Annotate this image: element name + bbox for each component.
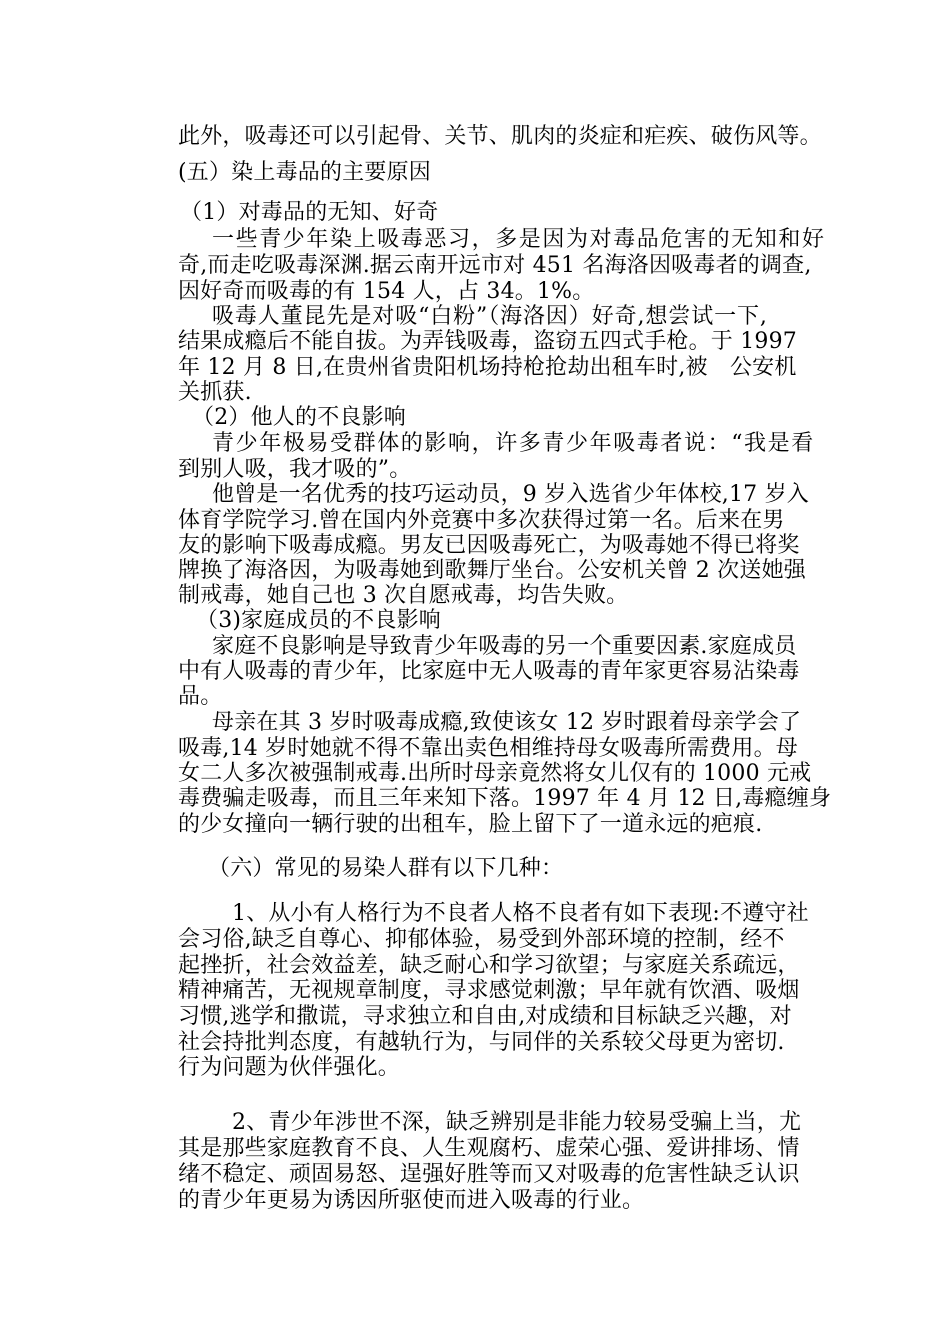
text-line: 其是那些家庭教育不良、人生观腐朽、虚荣心强、爱讲排场、情 [178, 1136, 800, 1161]
text-line: 因好奇而吸毒的有 154 人，占 34。1%。 [178, 279, 595, 304]
text-line: 行为问题为伙伴强化。 [178, 1055, 401, 1080]
subsection-heading: （2）他人的不良影响 [192, 405, 406, 430]
text-line: 牌换了海洛因，为吸毒她到歌舞厅坐台。公安机关曾 2 次送她强 [178, 558, 806, 583]
subsection-heading: （3)家庭成员的不良影响 [196, 608, 441, 633]
text-line: 吸毒人董昆先是对吸“白粉”（海洛因）好奇,想尝试一下, [212, 304, 768, 329]
section-heading: （六）常见的易染人群有以下几种： [208, 856, 564, 881]
text-line: 起挫折，社会效益差，缺乏耐心和学习欲望；与家庭关系疏远， [178, 953, 800, 978]
text-line: 绪不稳定、顽固易怒、逞强好胜等而又对吸毒的危害性缺乏认识 [178, 1162, 800, 1187]
text-line: 品。 [178, 684, 223, 709]
text-line: 会习俗,缺乏自尊心、抑郁体验，易受到外部环境的控制，经不 [178, 927, 785, 952]
text-line: 吸毒,14 岁时她就不得不靠出卖色相维持母女吸毒所需费用。母 [178, 736, 798, 761]
text-line: 母亲在其 3 岁时吸毒成瘾,致使该女 12 岁时跟着母亲学会了 [212, 710, 802, 735]
text-line: 中有人吸毒的青少年，比家庭中无人吸毒的青年家更容易沾染毒 [178, 659, 800, 684]
text-line: 2、青少年涉世不深，缺乏辨别是非能力较易受骗上当，尤 [232, 1110, 802, 1135]
text-line: 结果成瘾后不能自拔。为弄钱吸毒，盗窃五四式手枪。于 1997 [178, 329, 797, 354]
text-line: 家庭不良影响是导致青少年吸毒的另一个重要因素.家庭成员 [212, 634, 797, 659]
text-line: 到别人吸，我才吸的”。 [178, 457, 412, 482]
text-line: 的青少年更易为诱因所驱使而进入吸毒的行业。 [178, 1188, 645, 1213]
text-line: 体育学院学习.曾在国内外竞赛中多次获得过第一名。后来在男 [178, 508, 785, 533]
text-line: 精神痛苦，无视规章制度，寻求感觉刺激；早年就有饮酒、吸烟 [178, 978, 800, 1003]
text-line: 毒费骗走吸毒，而且三年来知下落。1997 年 4 月 12 日,毒瘾缠身 [178, 786, 832, 811]
text-line: 此外，吸毒还可以引起骨、关节、肌肉的炎症和疟疾、破伤风等。 [178, 124, 822, 149]
text-line: 一些青少年染上吸毒恶习，多是因为对毒品危害的无知和好 [212, 227, 826, 252]
section-heading: (五）染上毒品的主要原因 [178, 160, 431, 185]
text-line: 他曾是一名优秀的技巧运动员，9 岁入选省少年体校,17 岁入 [212, 482, 809, 507]
text-line: 女二人多次被强制戒毒.出所时母亲竟然将女儿仅有的 1000 元戒 [178, 761, 812, 786]
text-line: 的少女撞向一辆行驶的出租车，脸上留下了一道永远的疤痕. [178, 812, 763, 837]
text-line: 青少年极易受群体的影响，许多青少年吸毒者说：“我是看 [212, 431, 815, 456]
text-line: 奇,而走吃吸毒深渊.据云南开远市对 451 名海洛因吸毒者的调查, [178, 253, 812, 278]
text-line: 年 12 月 8 日,在贵州省贵阳机场持枪抢劫出租车时,被 公安机 [178, 355, 797, 380]
text-line: 关抓获. [178, 380, 252, 405]
text-line: 社会持批判态度，有越轨行为，与同伴的关系较父母更为密切. [178, 1030, 785, 1055]
text-line: 友的影响下吸毒成瘾。男友已因吸毒死亡，为吸毒她不得已将奖 [178, 533, 800, 558]
text-line: 制戒毒，她自己也 3 次自愿戒毒，均告失败。 [178, 583, 629, 608]
text-line: 1、从小有人格行为不良者人格不良者有如下表现:不遵守社 [232, 901, 809, 926]
text-line: 习惯,逃学和撒谎，寻求独立和自由,对成绩和目标缺乏兴趣，对 [178, 1004, 792, 1029]
subsection-heading: （1）对毒品的无知、好奇 [180, 200, 439, 225]
